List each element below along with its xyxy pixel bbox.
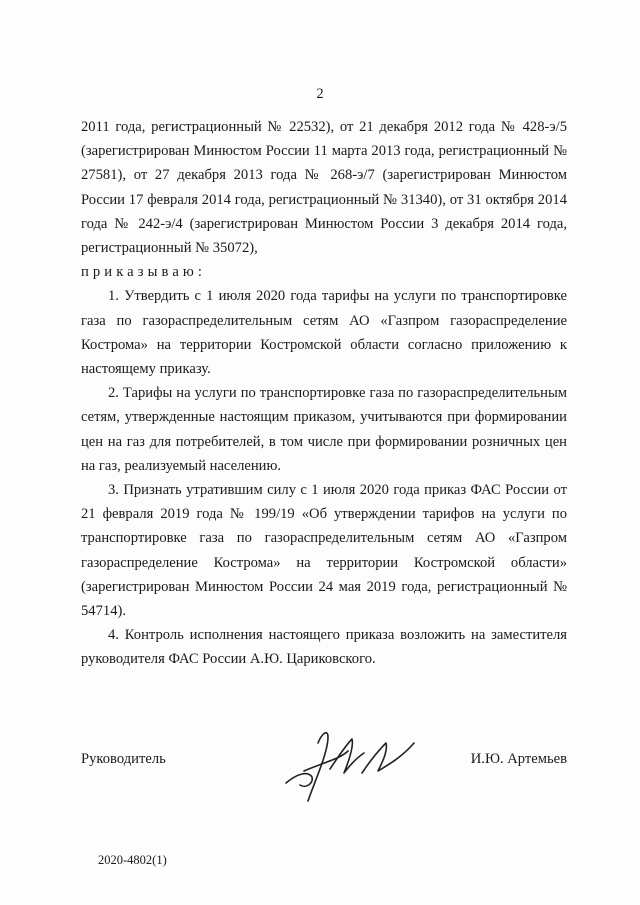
order-item-1: 1. Утвердить с 1 июля 2020 года тарифы на услуги по транспортировке газа по газораспределительным сетям АО «Газпром газораспределение Кострома» на территории Костромской области согласно приложению к настоящему приказу. [81, 288, 567, 378]
signer-title: Руководитель [81, 751, 166, 767]
document-code: 2020-4802(1) [98, 853, 167, 867]
order-word: приказываю: [81, 264, 207, 281]
order-item-2: 2. Тарифы на услуги по транспортировке газа по газораспределительным сетям, утвержденные настоящим приказом, учитываются при формировании цен на газ для потребителей, в том числе при формировании розничных цен на газ, реализуемый населению. [81, 385, 567, 474]
order-item-3: 3. Признать утратившим силу с 1 июля 2020 года приказ ФАС России от 21 февраля 2019 года № 199/19 «Об утверждении тарифов на услуги по транспортировке газа по газораспределительным сетям АО «Газпром газораспределение Кострома» на территории Костромской области» (зарегистрирован Минюстом России 24 мая 2019 года, регистрационный № 54714). [81, 482, 567, 620]
signer-name: И.Ю. Артемьев [470, 751, 567, 767]
document-body [81, 115, 567, 672]
page-number: 2 [316, 86, 324, 102]
order-item-4: 4. Контроль исполнения настоящего приказа возложить на заместителя руководителя ФАС России А.Ю. Цариковского. [81, 627, 567, 668]
handwritten-signature [278, 713, 418, 803]
paragraph-continuation: 2011 года, регистрационный № 22532), от 21 декабря 2012 года № 428-э/5 (зарегистрирован Минюстом России 11 марта 2013 года, регистрационный № 27581), от 27 декабря 2013 года № 268-э/7 (зарегистрирован Минюстом России 17 февраля 2014 года, регистрационный № 31340), от 31 октября 2014 года № 242-э/4 (зарегистрирован Минюстом России 3 декабря 2014 года, регистрационный № 35072), [81, 119, 567, 257]
